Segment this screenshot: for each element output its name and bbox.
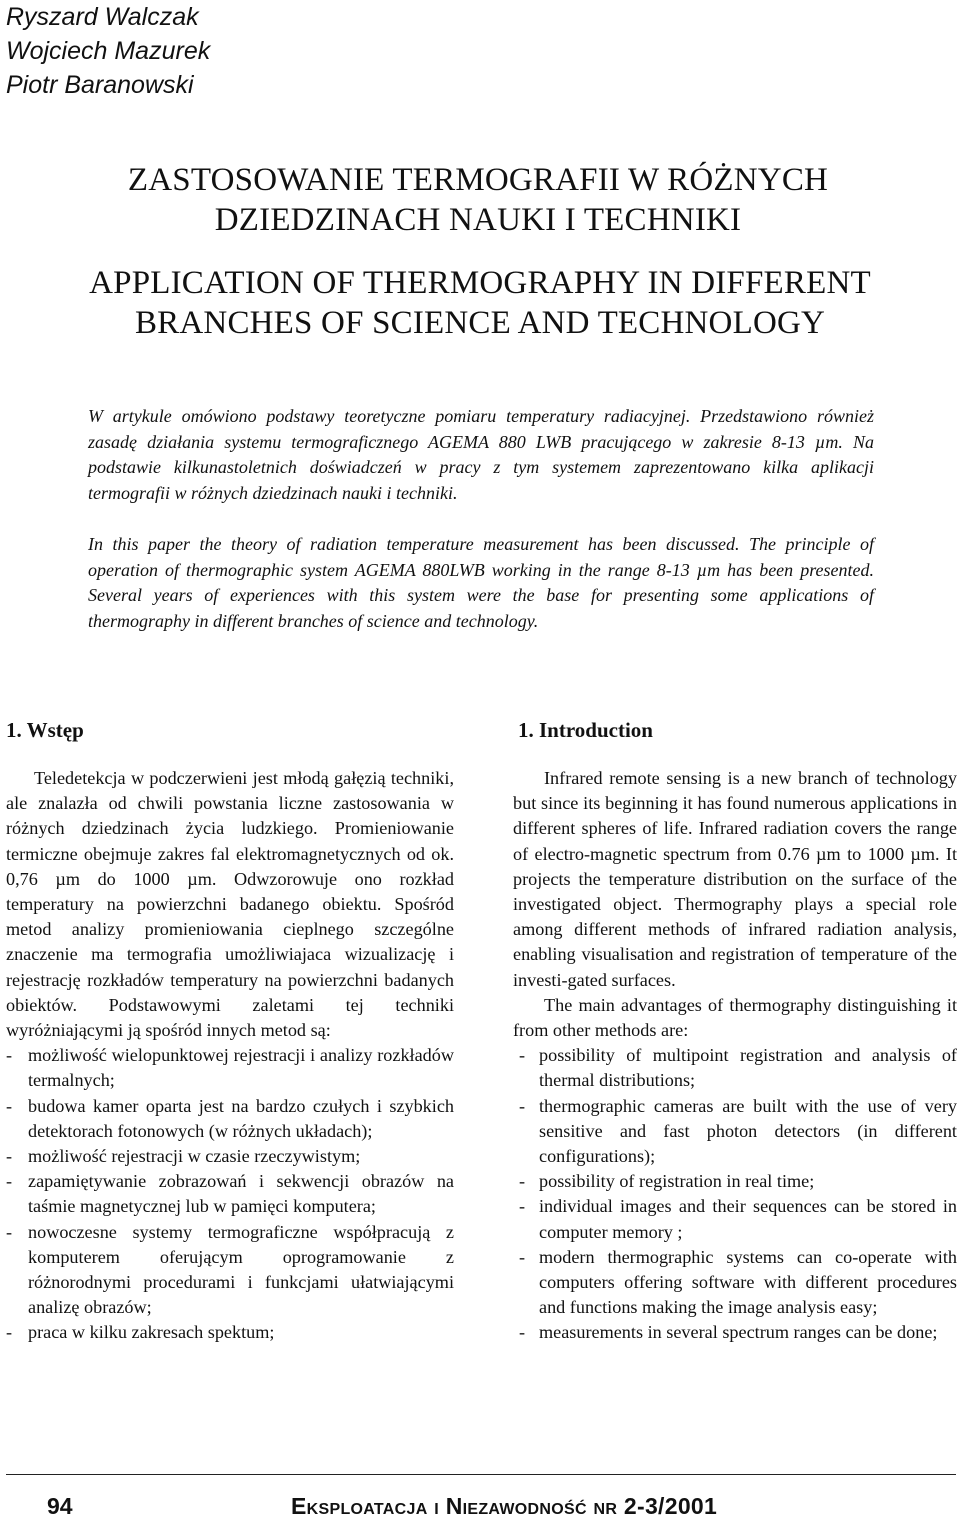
- dash-bullet: -: [6, 1045, 13, 1066]
- footer-divider: [6, 1474, 956, 1475]
- dash-bullet: -: [6, 1146, 13, 1167]
- list-item: [6, 1144, 454, 1169]
- abstract-polish: W artykule omówiono podstawy teoretyczne pomiaru temperatury radiacyjnej. Przedstawiono również zasadę działania systemu termograficznego AGEMA 880 LWB pracującego w zakresie 8-13 µm. Na podstawie kilkunastoletnich doświadczeń w pracy z tym systemem zaprezentowano kilka aplikacji termografii w różnych dziedzinach nauki i techniki.: [88, 406, 874, 503]
- title-line: APPLICATION OF THERMOGRAPHY IN DIFFERENT: [89, 265, 871, 301]
- list-item: [513, 1043, 957, 1093]
- title-line: BRANCHES OF SCIENCE AND TECHNOLOGY: [134, 305, 826, 341]
- dash-bullet: -: [6, 1095, 13, 1116]
- author-list: [6, 0, 210, 102]
- list-item-text: praca w kilku zakresach spektum;: [28, 1322, 275, 1343]
- page-number: 94: [47, 1493, 73, 1519]
- list-item-text: individual images and their sequences can be stored in computer memory ;: [539, 1196, 957, 1242]
- dash-bullet: -: [519, 1171, 526, 1192]
- list-item: [513, 1094, 957, 1170]
- list-item-text: możliwość wielopunktowej rejestracji i analizy rozkładów termalnych;: [28, 1045, 454, 1091]
- list-item: [513, 1169, 957, 1194]
- dash-bullet: -: [6, 1322, 13, 1343]
- list-item-text: nowoczesne systemy termograficzne współpracują z komputerem oferującym oprogramowanie z różnorodnymi procedurami i funkcjami ułatwiającymi analizę obrazów;: [28, 1221, 454, 1318]
- list-item-text: zapamiętywanie zobrazowań i sekwencji obrazów na taśmie magnetycznej lub w pamięci komputera;: [28, 1171, 454, 1217]
- list-item: [6, 1043, 454, 1093]
- list-item: [6, 1094, 454, 1144]
- title-polish: [0, 160, 958, 240]
- dash-bullet: -: [519, 1095, 526, 1116]
- dash-bullet: -: [519, 1246, 526, 1267]
- dash-bullet: -: [6, 1221, 13, 1242]
- advantages-list: [6, 1043, 454, 1345]
- body-paragraph: The main advantages of thermography distinguishing it from other methods are:: [513, 994, 957, 1041]
- list-item-text: możliwość rejestracji w czasie rzeczywistym;: [28, 1146, 361, 1167]
- abstract-english: In this paper the theory of radiation temperature measurement has been discussed. The principle of operation of thermographic system AGEMA 880LWB working in the range 8-13 µm has been presented. Several years of experiences with this system were the base for presenting some applications of thermography in different branches of science and technology.: [88, 534, 874, 631]
- title-english: [0, 263, 960, 343]
- author-name: Piotr Baranowski: [6, 71, 194, 99]
- list-item-text: possibility of multipoint registration and analysis of thermal distributions;: [539, 1045, 957, 1091]
- author-name: Wojciech Mazurek: [6, 37, 211, 65]
- list-item-text: budowa kamer oparta jest na bardzo czułych i szybkich detektorach fotonowych (w różnych układach);: [28, 1095, 454, 1141]
- title-line: ZASTOSOWANIE TERMOGRAFII W RÓŻNYCH: [127, 162, 829, 198]
- left-column: [6, 716, 454, 1346]
- section-heading: 1. Wstęp: [6, 718, 84, 742]
- right-column: [513, 716, 957, 1346]
- dash-bullet: -: [519, 1045, 526, 1066]
- list-item: [513, 1320, 957, 1345]
- section-heading: 1. Introduction: [518, 718, 653, 742]
- dash-bullet: -: [519, 1196, 526, 1217]
- list-item: [513, 1194, 957, 1244]
- list-item: [6, 1320, 454, 1345]
- list-item-text: possibility of registration in real time;: [539, 1171, 815, 1192]
- list-item-text: modern thermographic systems can co-operate with computers offering software with different procedures and functions making the image analysis easy;: [539, 1246, 957, 1318]
- dash-bullet: -: [6, 1171, 13, 1192]
- list-item: [513, 1245, 957, 1321]
- body-paragraph: Infrared remote sensing is a new branch of technology but since its beginning it has found numerous applications in different spheres of life. Infrared radiation covers the range of electro-magnetic spectrum from 0.76 µm to 1000 µm. It projects the temperature distribution on the surface of the investigated object. Thermography plays a special role among different methods of infrared radiation analysis, enabling visualisation and registration of temperature of the investi-gated surfaces.: [513, 768, 957, 990]
- journal-name: Eksploatacja i Niezawodność nr 2-3/2001: [291, 1493, 718, 1519]
- list-item: [6, 1169, 454, 1219]
- list-item-text: measurements in several spectrum ranges can be done;: [539, 1322, 938, 1343]
- body-paragraph: Teledetekcja w podczerwieni jest młodą gałęzią techniki, ale znalazła od chwili powstania liczne zastosowania w różnych dziedzinach życia ludzkiego. Promieniowanie termiczne obejmuje zakres fal elektromagnetycznych od ok. 0,76 µm do 1000 µm. Odwzorowuje ono rozkład temperatury na powierzchni badanego obiektu. Spośród metod analizy promieniowania cieplnego szczególne znaczenie ma termografia umożliwiajaca wizualizację i rejestrację rozkładów temperatury na powierzchni badanych obiektów. Podstawowymi zaletami tej techniki wyróżniającymi ją spośród innych metod są:: [6, 768, 454, 1041]
- advantages-list: [513, 1043, 957, 1345]
- dash-bullet: -: [519, 1322, 526, 1343]
- author-name: Ryszard Walczak: [6, 3, 199, 31]
- list-item: [6, 1220, 454, 1321]
- list-item-text: thermographic cameras are built with the use of very sensitive and fast photon detectors (in different configurations);: [539, 1095, 957, 1167]
- title-line: DZIEDZINACH NAUKI I TECHNIKI: [214, 202, 742, 238]
